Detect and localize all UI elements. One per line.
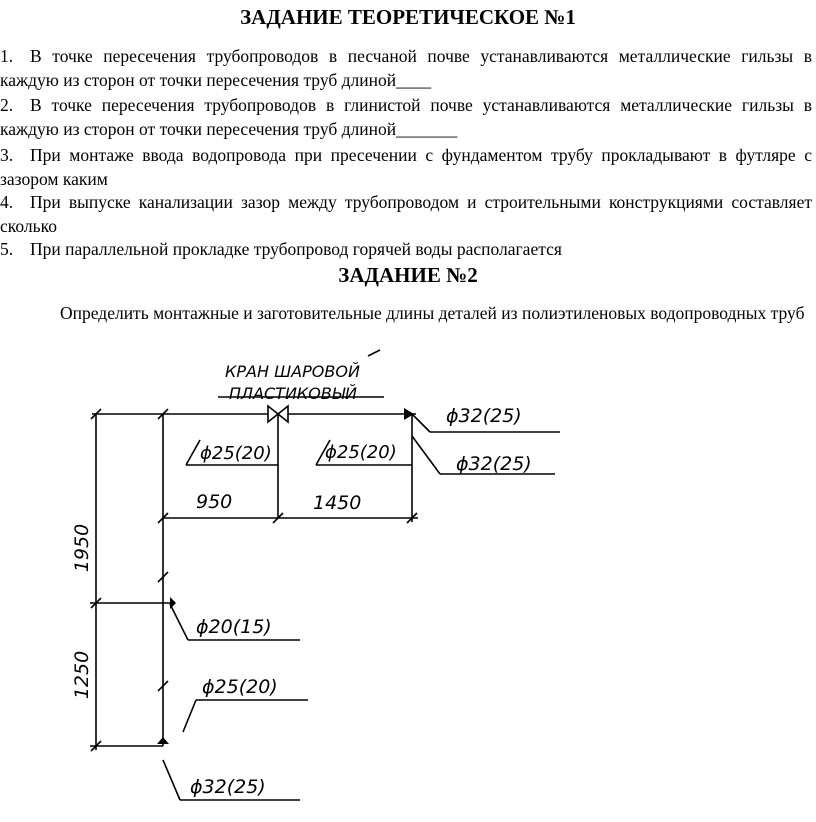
question-text: При монтаже ввода водопровода при пресечении с фундаментом трубу прокладывают в футляре с зазором каким (0, 145, 812, 189)
pipe-label-segment-right: ϕ25(20) (325, 442, 397, 463)
question-2 (0, 93, 812, 141)
question-number: 3. (0, 145, 14, 165)
ball-valve-icon (278, 406, 288, 422)
ball-valve-icon (268, 406, 278, 422)
dimension-1950: 1950 (71, 523, 93, 573)
question-3 (0, 143, 812, 191)
dimension-1250: 1250 (71, 650, 93, 700)
question-text: При выпуске канализации зазор между трубопроводом и строительными конструкциями составляет сколько (0, 192, 812, 236)
pipe-label-branch: ϕ20(15) (196, 616, 272, 638)
dimension-950: 950 (196, 491, 233, 513)
arrow-icon (157, 737, 169, 744)
task2-title: ЗАДАНИЕ №2 (338, 263, 478, 287)
pipe-label-segment-left: ϕ25(20) (200, 443, 272, 464)
question-text: В точке пересечения трубопроводов в песчаной почве устанавливаются металлические гильзы в каждую из сторон от точки пересечения труб длиной____ (0, 46, 812, 90)
question-1 (0, 44, 812, 92)
pipe-label-bottom: ϕ32(25) (190, 776, 266, 798)
pipe-label-top-right-upper: ϕ32(25) (446, 405, 522, 427)
question-number: 1. (0, 46, 14, 66)
pipe-drawing (0, 340, 816, 822)
question-4 (0, 190, 812, 238)
dimension-1450: 1450 (313, 492, 362, 514)
task1-title: ЗАДАНИЕ ТЕОРЕТИЧЕСКОЕ №1 (240, 5, 576, 29)
pipe-label-riser: ϕ25(20) (202, 676, 278, 698)
pipe-label-top-right-lower: ϕ32(25) (456, 453, 532, 475)
task2-description: Определить монтажные и заготовительные длины деталей из полиэтиленовых водопроводных труб (60, 303, 805, 323)
question-text: При параллельной прокладке трубопровод горячей воды располагается (30, 239, 562, 259)
arrow-icon (170, 597, 176, 609)
question-number: 4. (0, 192, 14, 212)
question-text: В точке пересечения трубопроводов в глинистой почве устанавливаются металлические гильзы в каждую из сторон от точки пересечения труб длиной_______ (0, 95, 812, 139)
question-number: 5. (0, 239, 14, 259)
valve-label-line2: ПЛАСТИКОВЫЙ (229, 384, 357, 403)
question-number: 2. (0, 95, 14, 115)
question-5 (0, 237, 812, 261)
valve-label-line1: КРАН ШАРОВОЙ (225, 362, 360, 381)
